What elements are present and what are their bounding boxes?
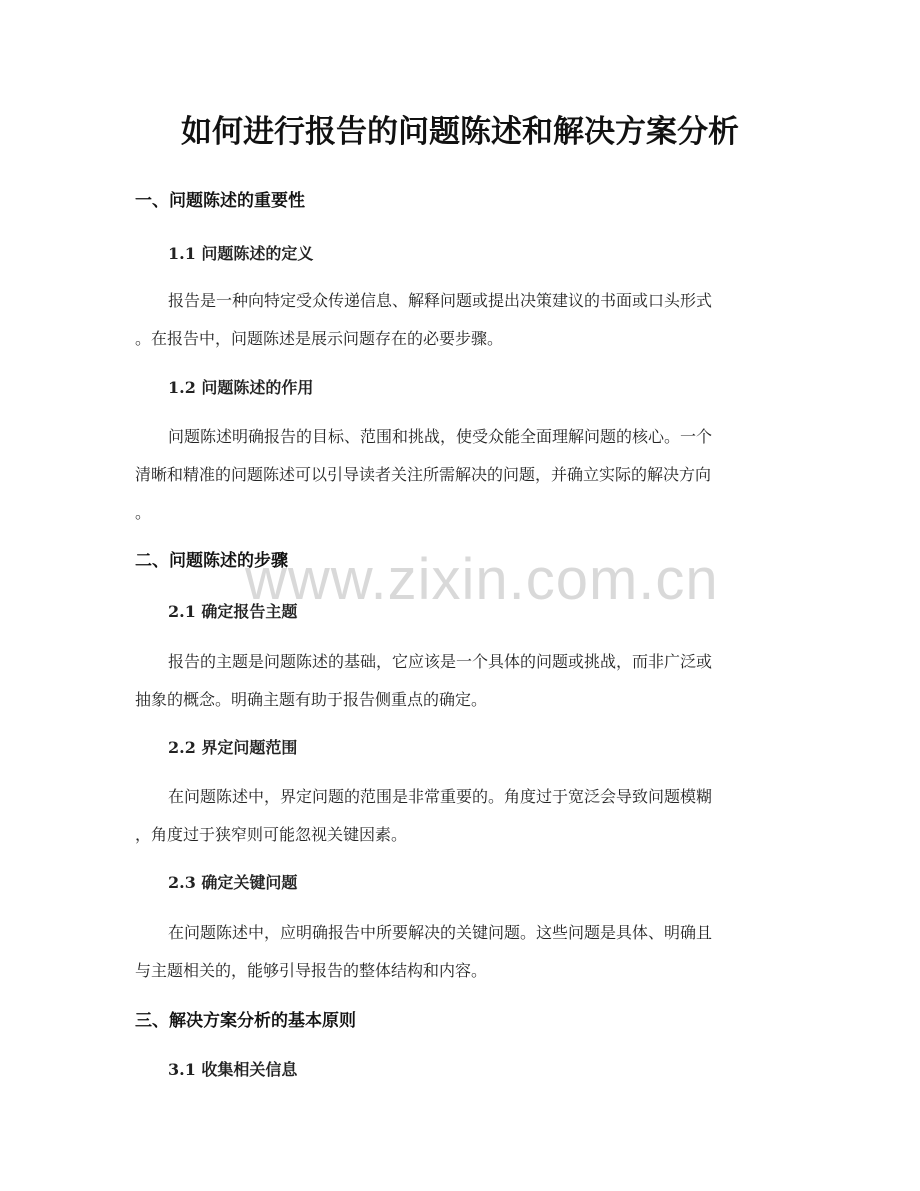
paragraph-1-2 <box>135 418 785 532</box>
paragraph-line: 在问题陈述中，应明确报告中所要解决的关键问题。这些问题是具体、明确且 <box>168 923 713 942</box>
paragraph-1-1 <box>135 282 785 358</box>
section-heading-2: 二、问题陈述的步骤 <box>135 551 288 571</box>
subsection-heading-1-1: 1.1 问题陈述的定义 <box>168 244 314 263</box>
subsection-heading-3-1: 3.1 收集相关信息 <box>168 1060 298 1079</box>
paragraph-line: 报告的主题是问题陈述的基础，它应该是一个具体的问题或挑战，而非广泛或 <box>168 652 713 671</box>
paragraph-line: 。 <box>135 503 152 522</box>
watermark-text: www.zixin.com.cn <box>245 547 719 612</box>
section-heading-1: 一、问题陈述的重要性 <box>135 191 305 211</box>
subsection-heading-2-3: 2.3 确定关键问题 <box>168 873 298 892</box>
paragraph-2-2 <box>135 778 785 854</box>
paragraph-line: 抽象的概念。明确主题有助于报告侧重点的确定。 <box>135 690 488 709</box>
section-heading-3: 三、解决方案分析的基本原则 <box>135 1011 356 1031</box>
paragraph-2-1 <box>135 643 785 719</box>
paragraph-line: 报告是一种向特定受众传递信息、解释问题或提出决策建议的书面或口头形式 <box>168 291 713 310</box>
document-title: 如何进行报告的问题陈述和解决方案分析 <box>181 114 739 150</box>
subsection-heading-2-2: 2.2 界定问题范围 <box>168 738 298 757</box>
paragraph-line: 在问题陈述中，界定问题的范围是非常重要的。角度过于宽泛会导致问题模糊 <box>168 787 713 806</box>
paragraph-line: 清晰和精准的问题陈述可以引导读者关注所需解决的问题，并确立实际的解决方向 <box>135 465 712 484</box>
paragraph-line: 与主题相关的，能够引导报告的整体结构和内容。 <box>135 961 488 980</box>
paragraph-line: ，角度过于狭窄则可能忽视关键因素。 <box>135 825 408 844</box>
paragraph-2-3 <box>135 914 785 990</box>
subsection-heading-1-2: 1.2 问题陈述的作用 <box>168 378 314 397</box>
paragraph-line: 。在报告中，问题陈述是展示问题存在的必要步骤。 <box>135 329 504 348</box>
subsection-heading-2-1: 2.1 确定报告主题 <box>168 602 298 621</box>
paragraph-line: 问题陈述明确报告的目标、范围和挑战，使受众能全面理解问题的核心。一个 <box>168 427 713 446</box>
